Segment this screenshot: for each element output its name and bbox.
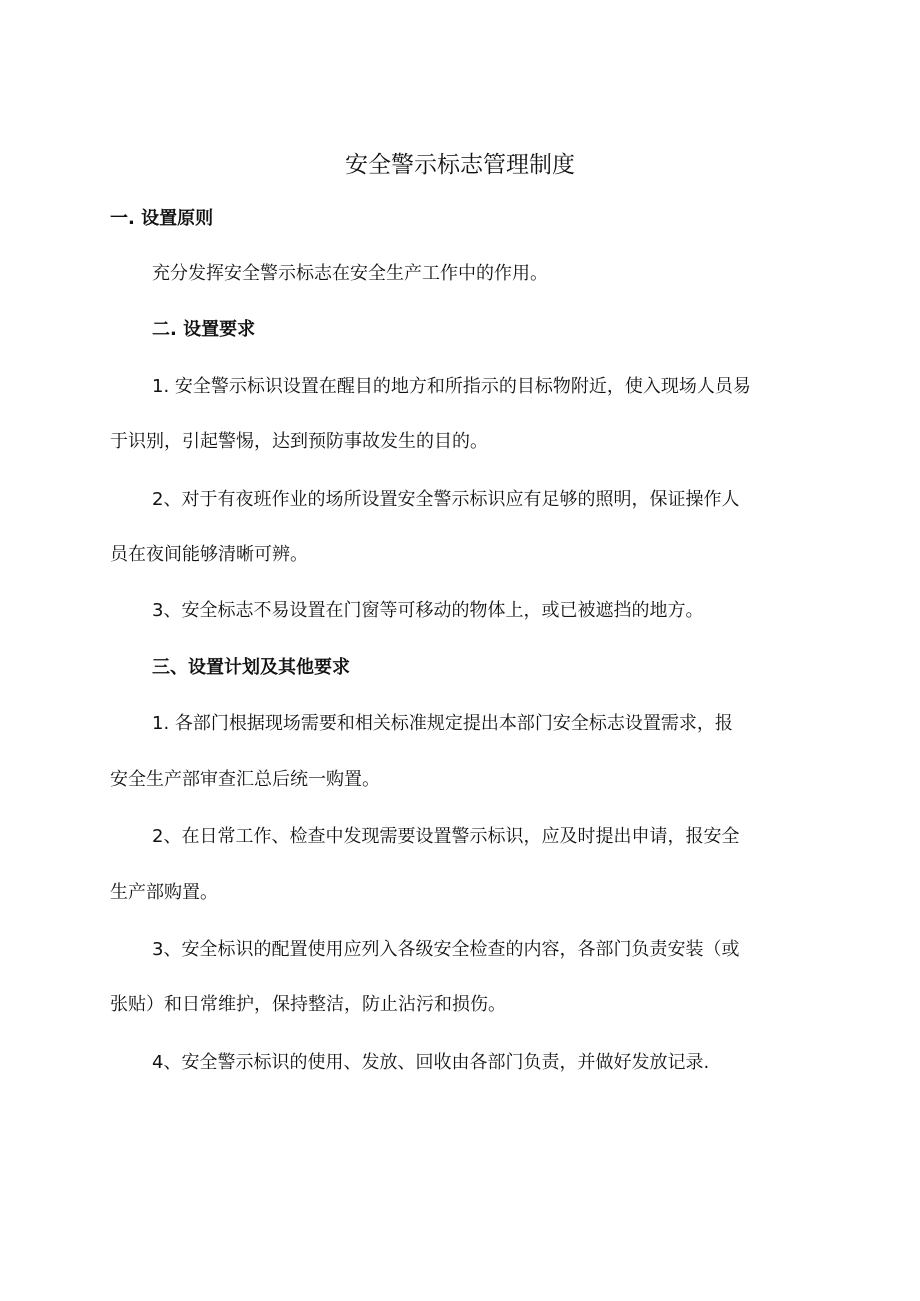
section-2-item-2-line-2: 员在夜间能够清晰可辨。	[110, 544, 308, 565]
section-2-heading: 二. 设置要求	[152, 319, 256, 340]
section-1-paragraph: 充分发挥安全警示标志在安全生产工作中的作用。	[152, 263, 548, 284]
section-2-item-3: 3、安全标志不易设置在门窗等可移动的物体上，或已被遮挡的地方。	[152, 600, 704, 621]
section-2-item-1-line-1: 1. 安全警示标识设置在醒目的地方和所指示的目标物附近，使入现场人员易	[152, 376, 751, 397]
section-3-item-4: 4、安全警示标识的使用、发放、回收由各部门负责，并做好发放记录.	[152, 1052, 710, 1073]
section-2-item-1-line-2: 于识别，引起警惕，达到预防事故发生的目的。	[110, 431, 488, 452]
section-3-heading: 三、设置计划及其他要求	[152, 657, 350, 678]
document-title: 安全警示标志管理制度	[345, 152, 575, 178]
section-3-item-1-line-2: 安全生产部审查汇总后统一购置。	[110, 769, 380, 790]
section-3-item-2-line-1: 2、在日常工作、检查中发现需要设置警示标识，应及时提出申请，报安全	[152, 826, 740, 847]
section-3-item-1-line-1: 1. 各部门根据现场需要和相关标准规定提出本部门安全标志设置需求，报	[152, 713, 733, 734]
section-2-item-2-line-1: 2、对于有夜班作业的场所设置安全警示标识应有足够的照明，保证操作人	[152, 489, 740, 510]
section-3-item-3-line-2: 张贴）和日常维护，保持整洁，防止沾污和损伤。	[110, 994, 506, 1015]
section-3-item-3-line-1: 3、安全标识的配置使用应列入各级安全检查的内容，各部门负责安装（或	[152, 939, 740, 960]
section-3-item-2-line-2: 生产部购置。	[110, 882, 218, 903]
section-1-heading: 一. 设置原则	[110, 208, 214, 229]
